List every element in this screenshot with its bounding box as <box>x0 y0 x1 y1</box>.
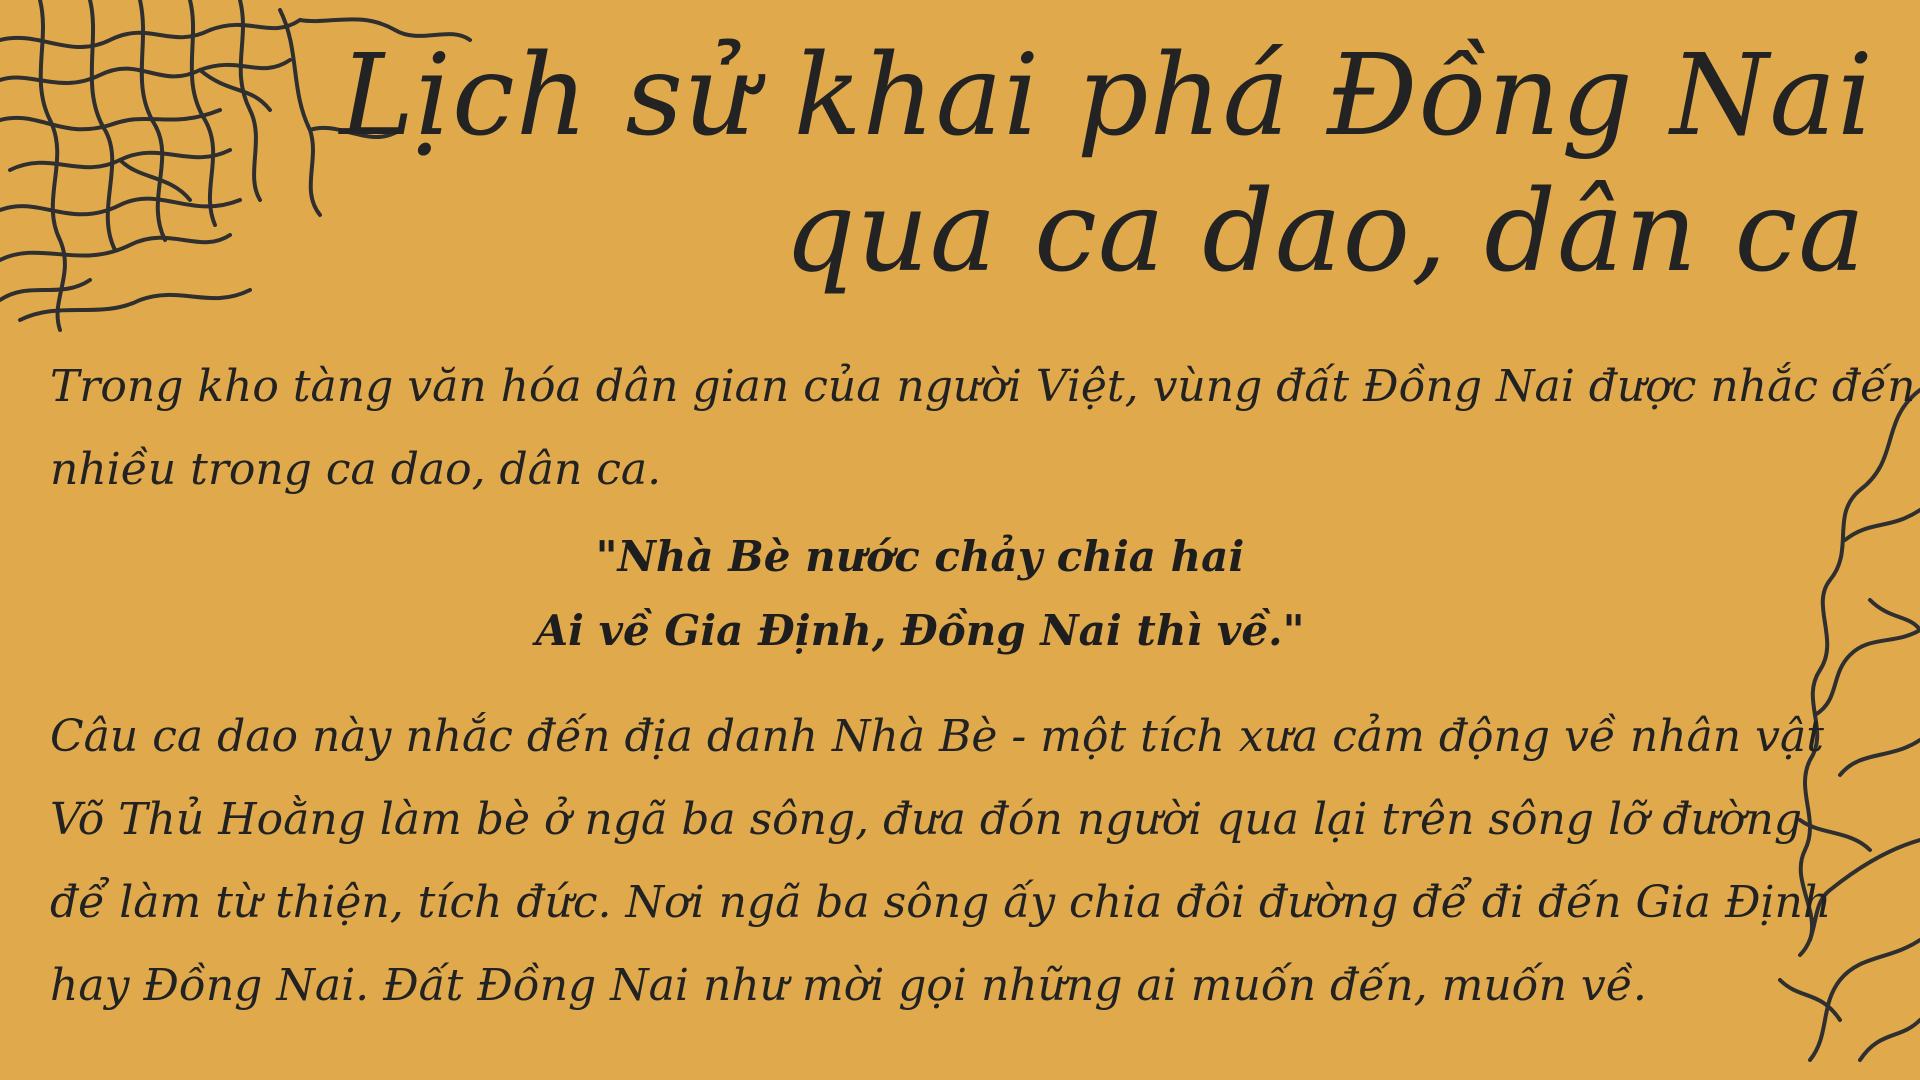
intro-line: Trong kho tàng văn hóa dân gian của người Việt, vùng đất Đồng Nai được nhắc đến <box>50 361 1916 412</box>
story-paragraph <box>50 695 1831 1027</box>
verse-line: Ai về Gia Định, Đồng Nai thì về." <box>535 606 1305 655</box>
folk-verse-quote <box>0 520 1840 668</box>
title-line-2: qua ca dao, dân ca <box>783 167 1866 297</box>
intro-paragraph <box>50 345 1916 511</box>
story-line: để làm từ thiện, tích đức. Nơi ngã ba sông ấy chia đôi đường để đi đến Gia Định <box>50 877 1832 928</box>
verse-line: "Nhà Bè nước chảy chia hai <box>595 532 1245 581</box>
story-line: Võ Thủ Hoằng làm bè ở ngã ba sông, đưa đón người qua lại trên sông lỡ đường <box>50 794 1803 845</box>
page-title <box>340 28 1874 300</box>
intro-line: nhiều trong ca dao, dân ca. <box>50 444 662 495</box>
story-line: Câu ca dao này nhắc đến địa danh Nhà Bè - một tích xưa cảm động về nhân vật <box>50 711 1824 762</box>
title-line-1: Lịch sử khai phá Đồng Nai <box>339 31 1874 161</box>
story-line: hay Đồng Nai. Đất Đồng Nai như mời gọi những ai muốn đến, muốn về. <box>50 960 1647 1011</box>
